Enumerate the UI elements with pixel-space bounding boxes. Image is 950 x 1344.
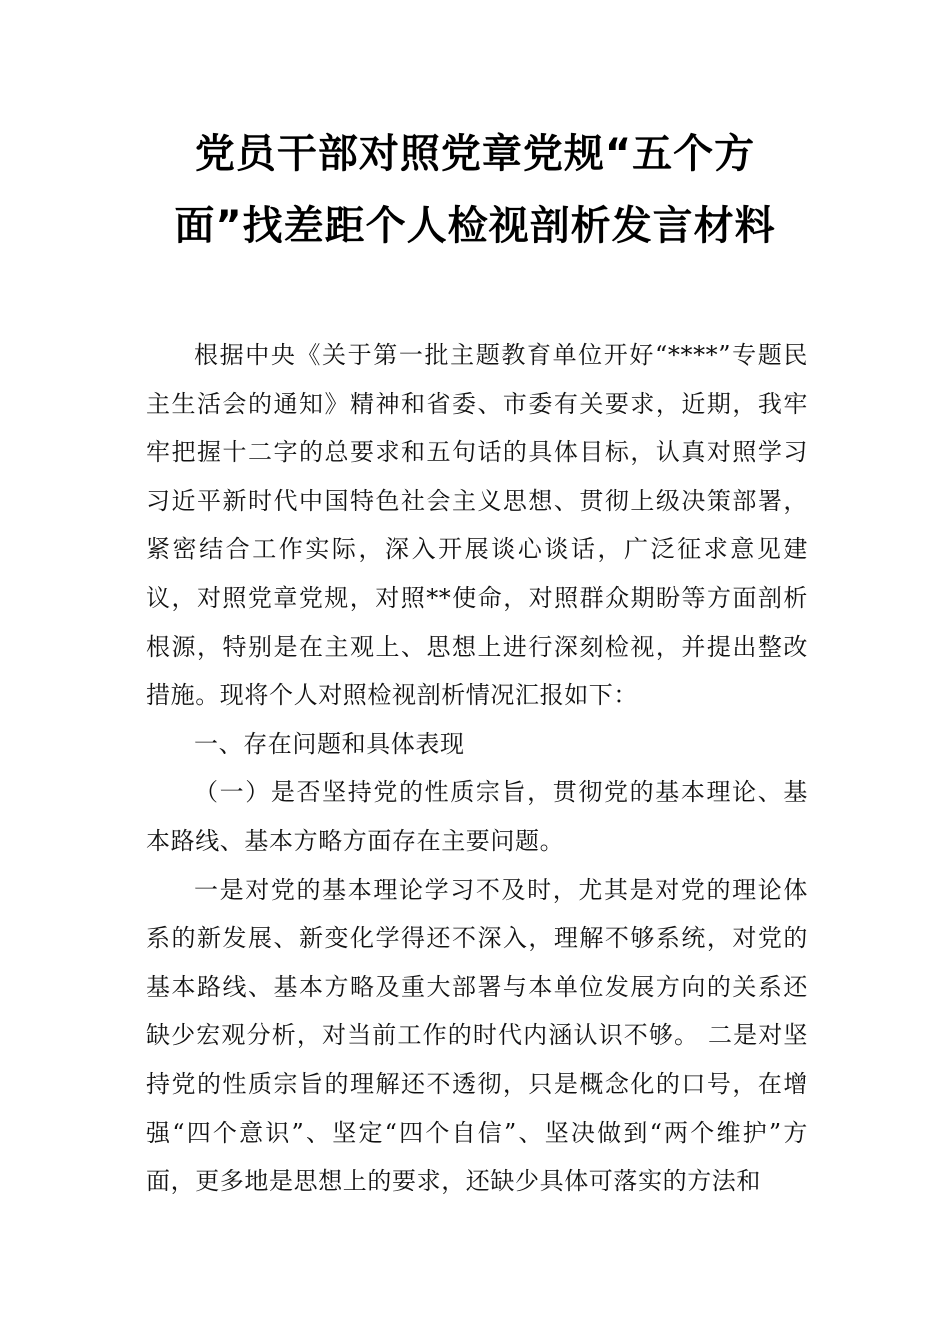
- document-title: [120, 118, 830, 262]
- document-body: [146, 331, 808, 1206]
- subsection-heading-1: （一）是否坚持党的性质宗旨，贯彻党的基本理论、基本路线、基本方略方面存在主要问题。: [146, 778, 808, 855]
- title-line-1: 党员干部对照党章党规“五个方: [194, 131, 756, 177]
- paragraph-intro: 根据中央《关于第一批主题教育单位开好“****”专题民主生活会的通知》精神和省委、市委有关要求，近期，我牢牢把握十二字的总要求和五句话的具体目标，认真对照学习习近平新时代中国特色社会主义思想、贯彻上级决策部署，紧密结合工作实际，深入开展谈心谈话，广泛征求意见建议，对照党章党规，对照**使命，对照群众期盼等方面剖析根源，特别是在主观上、思想上进行深刻检视，并提出整改措施。现将个人对照检视剖析情况汇报如下：: [146, 341, 808, 710]
- title-line-2: 面”找差距个人检视剖析发言材料: [174, 203, 776, 249]
- section-heading-1: 一、存在问题和具体表现: [194, 729, 465, 758]
- paragraph-problems: 一是对党的基本理论学习不及时，尤其是对党的理论体系的新发展、新变化学得还不深入，理解不够系统，对党的基本路线、基本方略及重大部署与本单位发展方向的关系还缺少宏观分析，对当前工作的时代内涵认识不够。 二是对坚持党的性质宗旨的理解还不透彻，只是概念化的口号，在增强“四个意识”、坚定“四个自信”、坚决做到“两个维护”方面，更多地是思想上的要求，还缺少具体可落实的方法和: [146, 875, 808, 1196]
